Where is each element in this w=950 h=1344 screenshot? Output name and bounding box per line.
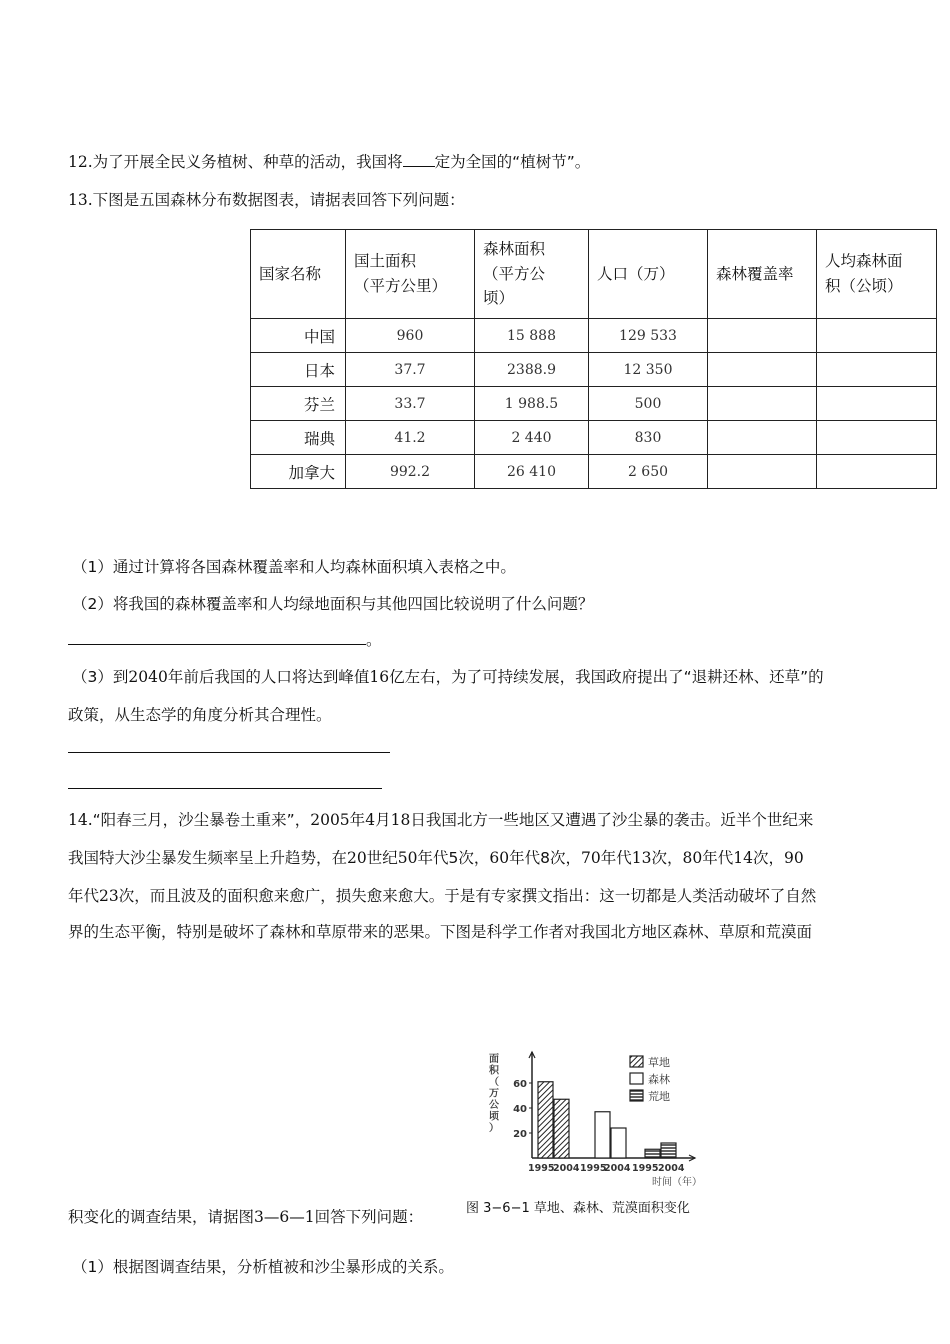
forest-area-cell: 15 888 — [475, 319, 589, 353]
text: 年 — [349, 811, 366, 829]
text: 年前后我国的人口将达到峰值 — [167, 668, 370, 686]
table-row — [251, 353, 937, 387]
y-axis-label-char: 顷 — [489, 1111, 499, 1123]
x-tick-label: 1995 — [580, 1163, 607, 1174]
table-row — [251, 421, 937, 455]
table-row — [251, 319, 937, 353]
table-header-row — [251, 230, 937, 319]
per-capita-answer-cell[interactable] — [817, 353, 937, 387]
header-country: 国家名称 — [251, 230, 346, 319]
question-14-line5 — [68, 1205, 423, 1227]
sub2-period: 。 — [366, 631, 382, 649]
coverage-answer-cell[interactable] — [708, 353, 817, 387]
answer-blank[interactable] — [403, 152, 435, 167]
number: 90 — [784, 849, 804, 867]
y-tick-label: 60 — [513, 1079, 527, 1090]
question-14-line4 — [68, 920, 812, 942]
area-change-chart — [470, 1042, 730, 1222]
text: “阳春三月，沙尘暴卷土重来”， — [92, 811, 311, 829]
table-row — [251, 387, 937, 421]
country-name: 中国 — [251, 319, 346, 353]
question-number: 13. — [68, 191, 93, 209]
text: 年代 — [417, 849, 449, 867]
question-number: 14. — [68, 811, 93, 829]
question-14-line1 — [68, 808, 813, 830]
answer-line[interactable] — [68, 752, 390, 753]
land-area-cell: 992.2 — [346, 455, 475, 489]
question-14-line2 — [68, 846, 804, 868]
text: 次， — [753, 849, 785, 867]
question-12 — [68, 150, 590, 172]
per-capita-answer-cell[interactable] — [817, 455, 937, 489]
text: 日我国北方一些地区又遭遇了沙尘暴的袭击。近半个世纪来 — [410, 811, 814, 829]
bar — [611, 1128, 626, 1158]
country-name: 瑞典 — [251, 421, 346, 455]
x-tick-label: 2004 — [658, 1163, 685, 1174]
q13-sub1 — [72, 555, 516, 577]
sub1-text: （1）通过计算将各国森林覆盖率和人均森林面积填入表格之中。 — [72, 558, 516, 576]
per-capita-answer-cell[interactable] — [817, 387, 937, 421]
population-cell: 12 350 — [589, 353, 708, 387]
coverage-answer-cell[interactable] — [708, 421, 817, 455]
forest-area-cell: 2388.9 — [475, 353, 589, 387]
y-tick-label: 40 — [513, 1104, 527, 1115]
y-axis-label-char: 面 — [489, 1054, 499, 1065]
number: 20 — [347, 849, 367, 867]
header-population: 人口（万） — [589, 230, 708, 319]
x-axis-label: 时间（年） — [652, 1177, 702, 1188]
y-axis-label-char: 积 — [489, 1065, 499, 1077]
header-land-area: 国土面积 （平方公里） — [346, 230, 475, 319]
answer-line[interactable] — [68, 644, 366, 645]
text: 次， — [651, 849, 683, 867]
number: 2005 — [310, 811, 350, 829]
bar — [661, 1143, 676, 1158]
number: 4 — [365, 811, 376, 829]
number: 14 — [733, 849, 754, 867]
y-axis-label-char: 万 — [489, 1088, 499, 1100]
number: 80 — [682, 849, 703, 867]
legend-label: 荒地 — [648, 1090, 670, 1103]
text: 界的生态平衡，特别是破坏了森林和草原带来的恶果。下图是科学工作者对我国北方地区森林、草原和荒漠面 — [68, 923, 813, 941]
question-13 — [68, 188, 465, 210]
number: 13 — [631, 849, 652, 867]
year: 2040 — [128, 668, 168, 686]
legend-swatch — [630, 1073, 643, 1084]
bar — [538, 1082, 553, 1158]
q13-sub3-line2 — [68, 703, 332, 725]
sub1-text: （1）根据图调查结果，分析植被和沙尘暴形成的关系。 — [72, 1258, 454, 1276]
land-area-cell: 33.7 — [346, 387, 475, 421]
number: 5 — [448, 849, 459, 867]
y-tick-label: 20 — [513, 1129, 527, 1140]
text: 月 — [375, 811, 391, 829]
number: 23 — [99, 887, 119, 905]
text: 次， — [458, 849, 490, 867]
text: 年代 — [600, 849, 632, 867]
text: 亿左右，为了可持续发展，我国政府提出了“退耕还林、还草”的 — [389, 668, 824, 686]
header-forest-area: 森林面积 （平方公 顷） — [475, 230, 589, 319]
population-cell: 129 533 — [589, 319, 708, 353]
sub2-text: （2）将我国的森林覆盖率和人均绿地面积与其他四国比较说明了什么问题？ — [72, 595, 594, 613]
population-cell: 2 650 — [589, 455, 708, 489]
number: 16 — [369, 668, 390, 686]
x-tick-label: 1995 — [632, 1163, 659, 1174]
legend-swatch — [630, 1056, 643, 1067]
country-name: 加拿大 — [251, 455, 346, 489]
legend-swatch — [630, 1090, 643, 1101]
land-area-cell: 37.7 — [346, 353, 475, 387]
header-per-capita: 人均森林面 积（公顷） — [817, 230, 937, 319]
number: 8 — [540, 849, 551, 867]
text: 政策，从生态学的角度分析其合理性。 — [68, 706, 332, 724]
number: 18 — [390, 811, 411, 829]
text: 回答下列问题： — [314, 1208, 424, 1226]
question-14-sub1 — [72, 1255, 454, 1277]
text: 次， — [550, 849, 582, 867]
number: 60 — [489, 849, 510, 867]
header-coverage: 森林覆盖率 — [708, 230, 817, 319]
forest-area-cell: 2 440 — [475, 421, 589, 455]
number: 70 — [581, 849, 601, 867]
text: 次，而且波及的面积愈来愈广，损失愈来愈大。于是有专家撰文指出：这一切都是人类活动破坏了自然 — [118, 887, 817, 905]
x-tick-label: 1995 — [528, 1163, 555, 1174]
number: 50 — [397, 849, 418, 867]
answer-line[interactable] — [68, 788, 382, 789]
q13-sub3 — [72, 665, 824, 687]
country-name: 芬兰 — [251, 387, 346, 421]
land-area-cell: 41.2 — [346, 421, 475, 455]
coverage-answer-cell[interactable] — [708, 319, 817, 353]
y-axis-label-char: （ — [489, 1077, 499, 1088]
y-axis-label-char: 公 — [489, 1100, 499, 1111]
forest-data-table — [250, 229, 937, 489]
question-number: 12. — [68, 153, 93, 171]
country-name: 日本 — [251, 353, 346, 387]
population-cell: 500 — [589, 387, 708, 421]
forest-area-cell: 26 410 — [475, 455, 589, 489]
bar — [645, 1149, 660, 1158]
text: （3）到 — [72, 668, 129, 686]
text: 世纪 — [366, 849, 398, 867]
forest-area-cell: 1 988.5 — [475, 387, 589, 421]
per-capita-answer-cell[interactable] — [817, 421, 937, 455]
coverage-answer-cell[interactable] — [708, 387, 817, 421]
table-row — [251, 455, 937, 489]
population-cell: 830 — [589, 421, 708, 455]
bar — [554, 1099, 569, 1158]
y-axis-label-char: ） — [489, 1123, 499, 1134]
per-capita-answer-cell[interactable] — [817, 319, 937, 353]
x-tick-label: 2004 — [553, 1163, 580, 1174]
question-text: 为了开展全民义务植树、种草的活动，我国将 — [92, 153, 403, 171]
text: 年代 — [68, 887, 100, 905]
figure-caption: 图 3−6−1 草地、森林、荒漠面积变化 — [466, 1201, 690, 1216]
coverage-answer-cell[interactable] — [708, 455, 817, 489]
text: 我国特大沙尘暴发生频率呈上升趋势，在 — [68, 849, 348, 867]
bar — [595, 1112, 610, 1158]
question-14-line3 — [68, 884, 816, 906]
text: 年代 — [509, 849, 541, 867]
text: 积变化的调查结果，请据图 — [68, 1208, 255, 1226]
question-text: 下图是五国森林分布数据图表，请据表回答下列问题： — [92, 191, 465, 209]
x-tick-label: 2004 — [604, 1163, 631, 1174]
figure-ref: 3—6—1 — [254, 1208, 315, 1226]
question-text-end: 定为全国的“植树节”。 — [434, 153, 591, 171]
q13-sub2 — [72, 592, 593, 614]
legend-label: 森林 — [648, 1073, 670, 1086]
land-area-cell: 960 — [346, 319, 475, 353]
legend-label: 草地 — [648, 1056, 670, 1069]
text: 年代 — [702, 849, 734, 867]
